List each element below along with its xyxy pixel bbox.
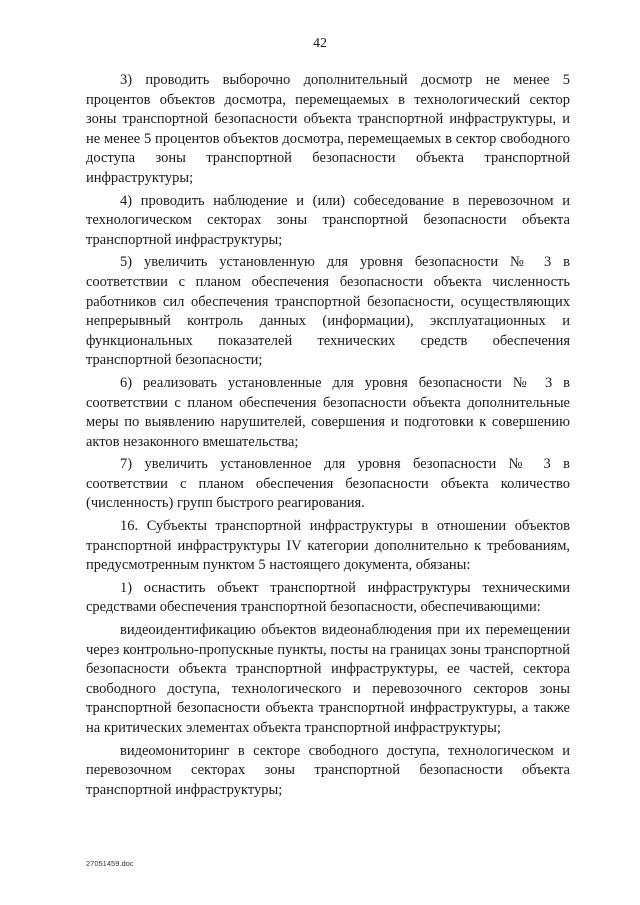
footer-file-name: 27051459.doc (86, 859, 134, 868)
paragraph-item-4: 4) проводить наблюдение и (или) собеседование в перевозочном и технологическом секторах зоны транспортной безопасности объекта транспортной инфраструктуры; (86, 192, 570, 248)
paragraph-video-monitoring: видеомониторинг в секторе свободного доступа, технологическом и перевозочном секторах зоны транспортной безопасности объекта транспортной инфраструктуры; (86, 742, 570, 798)
paragraph-section-16: 16. Субъекты транспортной инфраструктуры в отношении объектов транспортной инфраструктуры IV категории дополнительно к требованиям, предусмотренным пунктом 5 настоящего документа, обязаны: (86, 518, 570, 574)
paragraph-item-5: 5) увеличить установленную для уровня безопасности № 3 в соответствии с планом обеспечения безопасности объекта численность работников сил обеспечения транспортной безопасности, осуществляющих непрерывный контроль данных (информации), эксплуатационных и функциональных показателей технических средств обеспечения транспортной безопасности; (86, 254, 570, 369)
paragraph-item-6: 6) реализовать установленные для уровня безопасности № 3 в соответствии с планом обеспечения безопасности объекта дополнительные меры по выявлению нарушителей, совершения и подготовки к совершению актов незаконного вмешательства; (86, 374, 570, 450)
document-body (86, 71, 570, 800)
paragraph-item-1: 1) оснастить объект транспортной инфраструктуры техническими средствами обеспечения транспортной безопасности, обеспечивающими: (86, 579, 570, 616)
paragraph-item-7: 7) увеличить установленное для уровня безопасности № 3 в соответствии с планом обеспечения безопасности объекта количество (численность) групп быстрого реагирования. (86, 456, 570, 512)
paragraph-video-identification: видеоидентификацию объектов видеонаблюдения при их перемещении через контрольно-пропускные пункты, посты на границах зоны транспортной безопасности объекта транспортной инфраструктуры, ее частей, сектора свободного доступа, технологического и перевозочного секторов зоны транспортной безопасности объекта транспортной инфраструктуры, а также на критических элементах объекта транспортной инфраструктуры; (86, 622, 570, 736)
paragraph-item-3: 3) проводить выборочно дополнительный досмотр не менее 5 процентов объектов досмотра, перемещаемых в технологический сектор зоны транспортной безопасности объекта транспортной инфраструктуры, и не менее 5 процентов объектов досмотра, перемещаемых в сектор свободного доступа зоны транспортной безопасности объекта транспортной инфраструктуры; (86, 72, 570, 186)
page-number: 42 (313, 36, 327, 51)
